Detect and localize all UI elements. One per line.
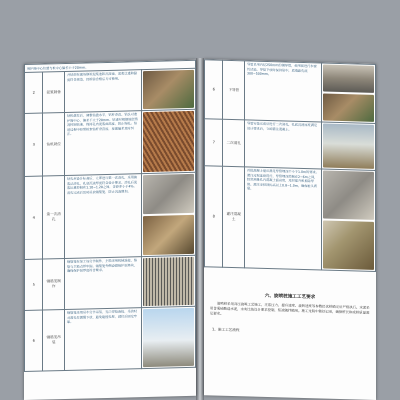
step-photo [142,172,196,256]
right-page [204,59,376,400]
step-name: 下导管 [223,60,245,120]
table-row [205,119,376,171]
step-photo [142,68,196,110]
table-row [25,109,196,176]
construction-photo [323,221,374,270]
step-description: 导管安装完成后进行二次清孔，孔底沉渣厚度满足设计要求后，立即灌注混凝土。 [244,120,321,169]
step-description: 钻机就位后，调整钻盘水平，钻杆垂直。钻头对准护筒中心，偏差不大于20mm。钻进时根据地层情况控制钻速，保持孔内泥浆面高度，防止塌孔。钻进过程中经常检查钻杆垂直度，发现偏差及时纠正。 [64,111,141,176]
step-photo [322,169,376,272]
table-row [205,166,376,272]
construction-photo [323,171,374,220]
step-name: 钻机就位 [43,113,65,177]
step-photo [142,255,196,307]
step-photo [322,122,376,171]
body-paragraph: 旋喷桩采用高压旋喷工艺施工，注浆压力、提升速度、旋转速度等参数经试桩确定后严格执行。水泥采用普通硅酸盐水泥，水灰比按设计要求控制，浆液随拌随用。施工过程中做好记录，确保桩长和成桩质量满足要求。 [210,301,370,316]
construction-photo [323,65,374,93]
step-description: 开钻前在现场修筑泥浆池和沉淀池，泥浆比重和黏度符合规范，经检验合格后方可使用。 [64,70,141,113]
step-photo [322,63,376,124]
construction-photo [143,215,194,255]
step-number: 7 [205,119,223,167]
step-name: 泥浆制备 [43,72,65,114]
step-photo [142,306,196,368]
step-name: 二次清孔 [223,119,245,167]
step-number: 3 [25,113,43,176]
step-number: 6 [25,310,43,371]
step-number: 5 [25,259,43,310]
construction-photo [143,70,194,109]
table-row [25,172,196,259]
step-photo [142,109,196,173]
left-page [24,60,196,400]
table-row [25,255,196,310]
table-row [25,68,196,113]
step-description: 钢筋笼采用吊车分节吊装，孔口焊接连接，吊放时对准孔位缓慢下放，避免碰撞孔壁，就位后固定牢靠。 [64,308,141,371]
step-description: 钢筋笼在加工场分节制作，主筋采用机械连接，箍筋与主筋点焊牢固。钢筋笼外侧设置保护层垫块，确保保护层厚度符合要求。 [64,257,141,310]
subheading: 1、施工工艺流程 [212,327,240,333]
right-process-table [204,59,376,272]
step-number: 8 [205,166,223,268]
construction-photo [323,124,374,169]
construction-photo [143,174,194,214]
step-description: 导管采用内径250mm的钢导管，使用前进行水密性试验。导管下放时保持居中，底端距孔底300~500mm。 [244,61,321,122]
left-process-table [24,68,196,372]
step-name: 钢筋笼吊装 [43,310,65,372]
book-gutter [196,58,204,400]
left-top-line: 用护筒中心位置与桩中心偏差小于20mm。 [24,60,196,72]
step-description: 首批混凝土量应满足导管埋深不小于1.0m的要求。灌注过程连续进行，导管埋深控制在2~6m之间，经常测量孔内混凝土面高度，及时提升和拆除导管。灌注至桩顶标高以上0.8~1.0m，确保桩头质量。 [244,167,321,270]
step-name: 钢筋笼制作 [43,259,65,311]
step-number: 2 [25,72,43,113]
construction-photo [323,94,374,122]
table-row [205,60,376,124]
section-title: 六、旋喷桩施工工艺要求 [264,293,316,301]
step-name: 第一次清孔 [43,176,65,260]
step-number: 6 [205,60,223,120]
construction-photo [143,111,194,172]
step-description: 钻孔至设计标高后，立即进行第一次清孔，采用换浆法清孔，孔底沉渣厚度符合设计要求。清孔后泥浆比重控制在1.10~1.20之间，含砂率小于4%。清孔完成后及时吊放钢筋笼，防止沉渣增加。 [64,174,141,259]
construction-photo [143,257,194,306]
table-row [25,306,196,371]
step-name: 灌注混凝土 [223,166,245,268]
construction-photo [143,308,194,367]
step-number: 4 [25,176,43,259]
